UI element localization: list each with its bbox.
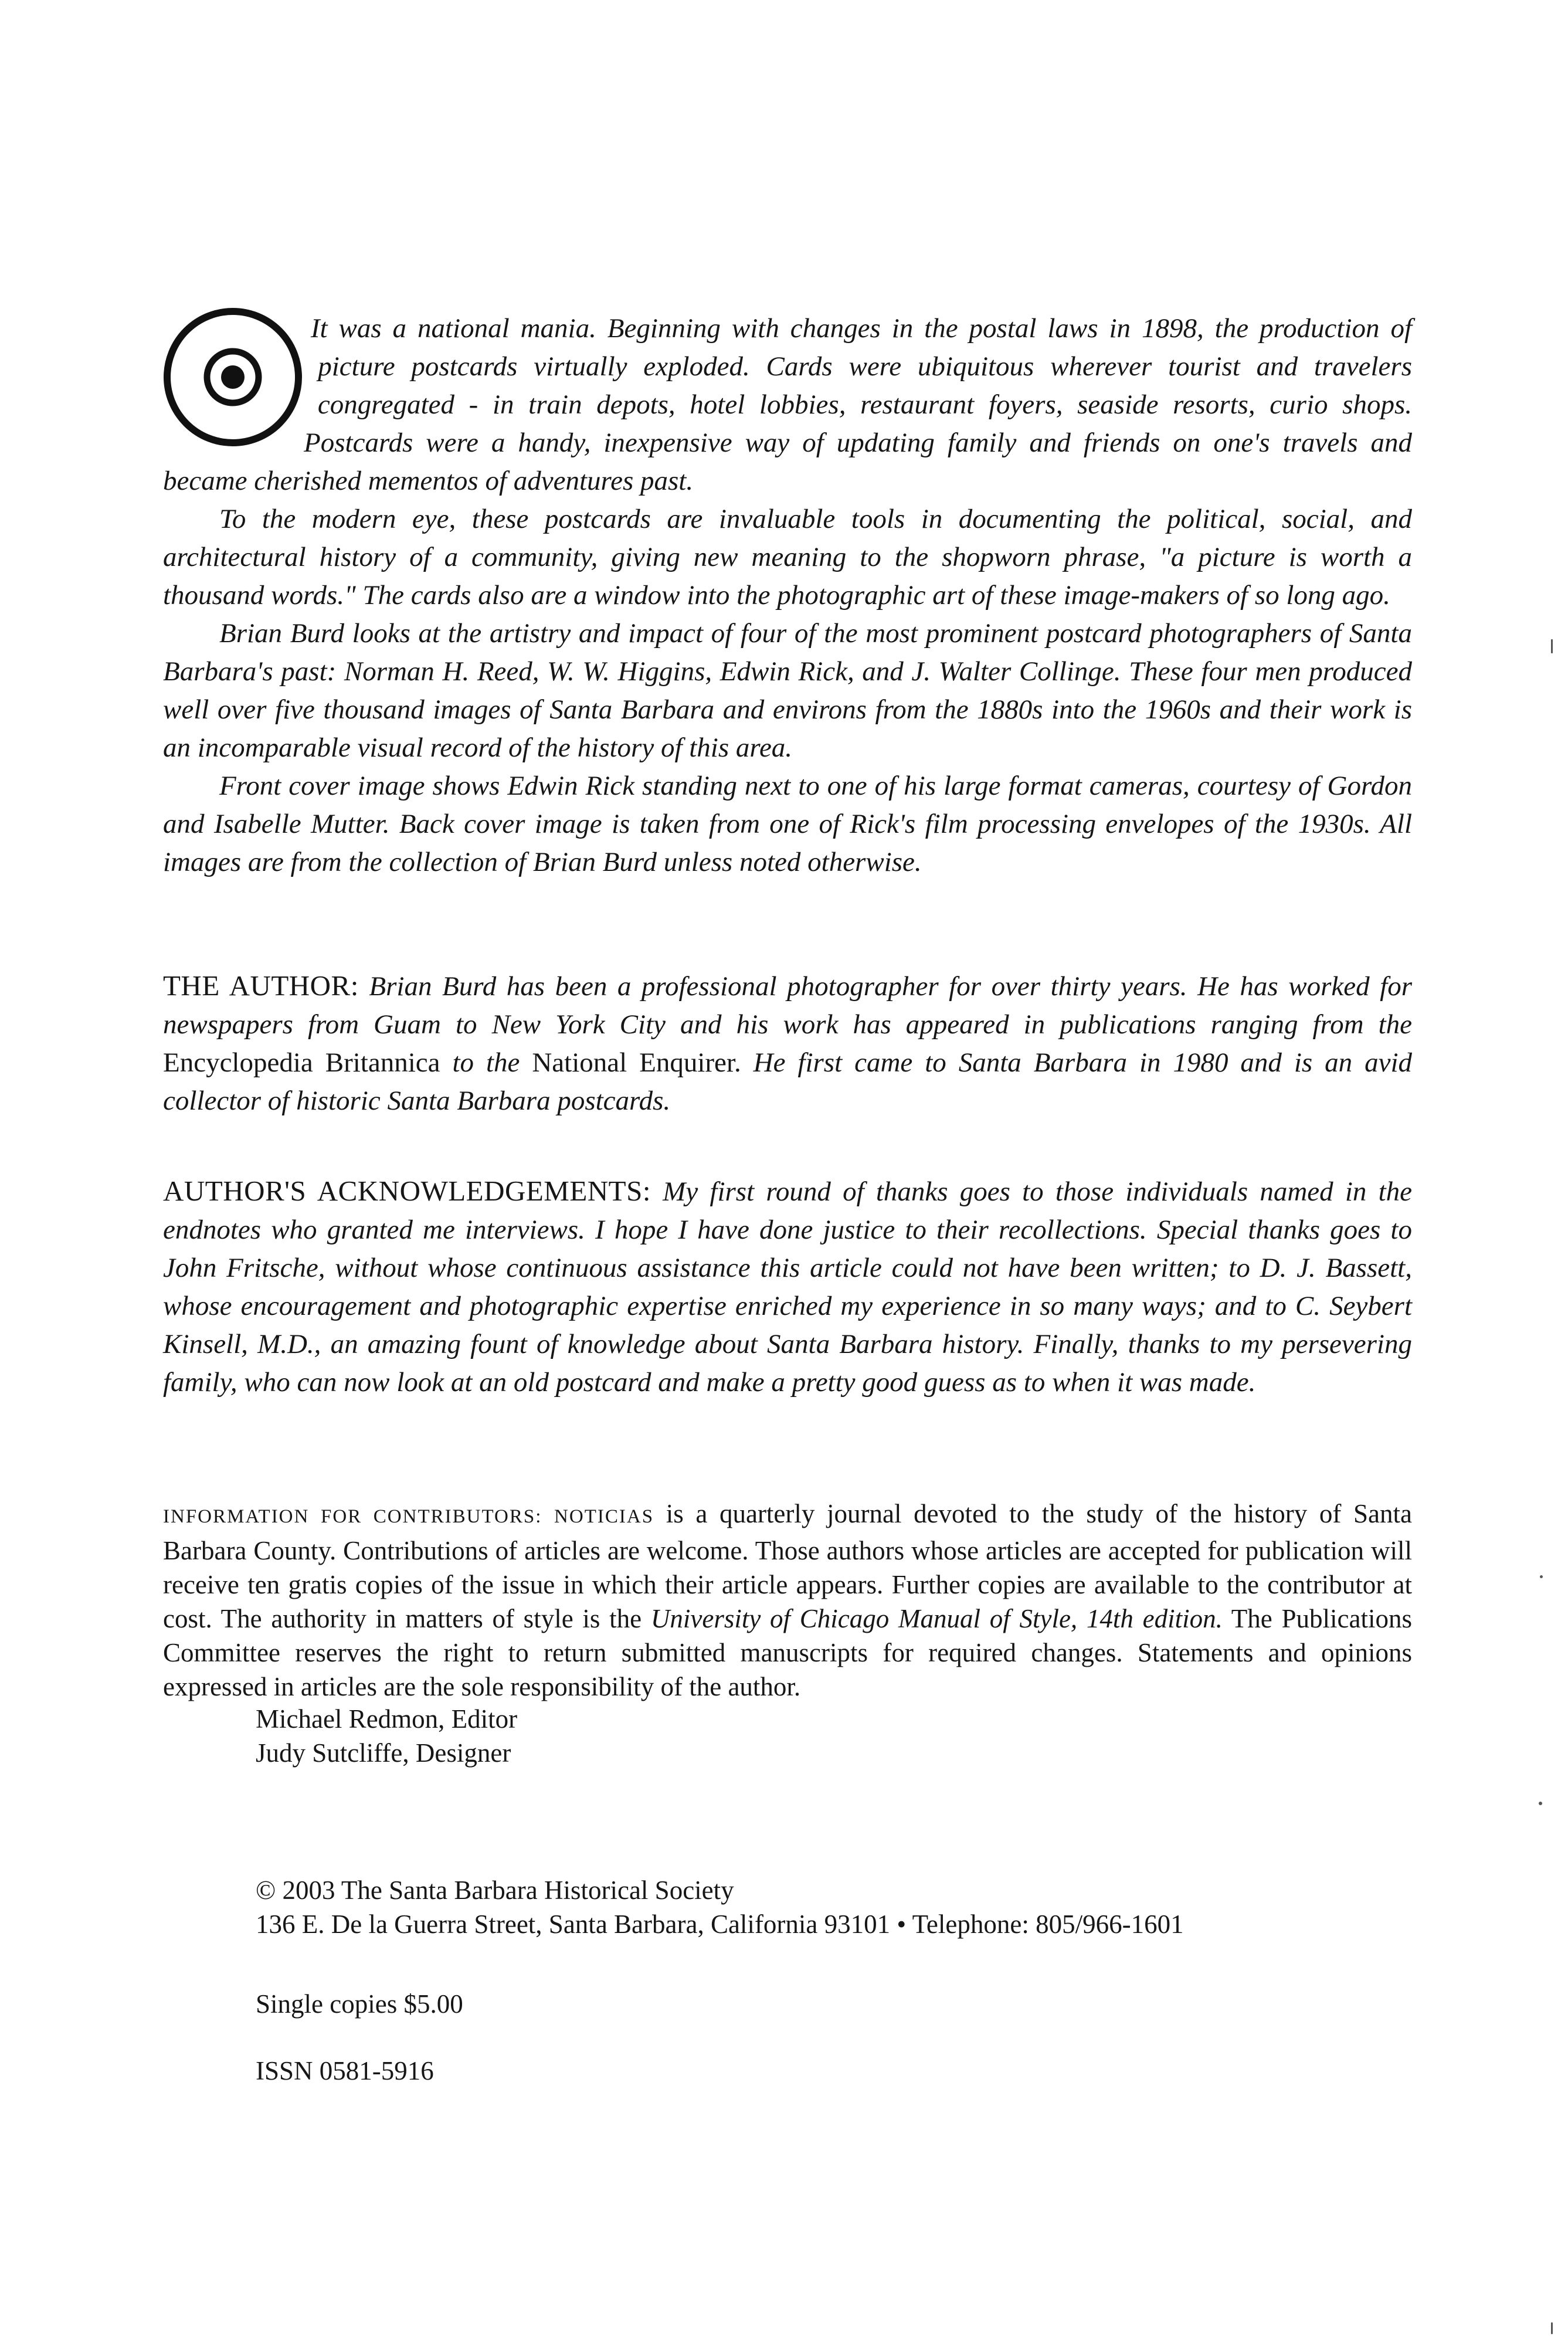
author-bio: THE AUTHOR: Brian Burd has been a professional photographer for over thirty years. He has worked for newspapers from Guam to New York City and his work has appeared in publications ranging from the Encyclopedia Britannica to the National Enquirer. He first came to Santa Barbara in 1980 and is an avid collector of historic Santa Barbara postcards. (163, 969, 1413, 1116)
designer-credit: Judy Sutcliffe, Designer (256, 1738, 511, 1768)
intro-paragraph-1: It was a national mania. Beginning with changes in the postal laws in 1898, the production of picture postcards virtually exploded. Cards were ubiquitous wherever tourist and travelers congregated - in train depots, hotel lobbies, restaurant foyers, seaside resorts, curio shops. Postcards were a handy, inexpensive way of updating family and friends on one's travels and became cherished mementos of adventures past. (163, 310, 1412, 500)
price-line: Single copies $5.00 (256, 1989, 463, 2019)
acknowledgements-label: AUTHOR'S ACKNOWLEDGEMENTS: (163, 1175, 651, 1207)
address-line: 136 E. De la Guerra Street, Santa Barbara, California 93101 • Telephone: 805/966-1601 (256, 1910, 1184, 1939)
intro-paragraph-3: Brian Burd looks at the artistry and impact of four of the most prominent postcard photographers of Santa Barbara's past: Norman H. Reed, W. W. Higgins, Edwin Rick, and J. Walter Collinge. These four men produced well over five thousand images of Santa Barbara and environs from the 1880s into the 1960s and their work is an incomparable visual record of the history of this area. (163, 618, 1412, 763)
editor-credit: Michael Redmon, Editor (256, 1704, 518, 1734)
journal-name: NOTICIAS (554, 1506, 654, 1527)
contributors-text: INFORMATION FOR CONTRIBUTORS: NOTICIAS is a quarterly journal devoted to the study of the history of Santa Barbara County. Contributions of articles are welcome. Those authors whose articles are accepted for publication will receive ten gratis copies of the issue in which their article appears. Further copies are available to the contributor at cost. The authority in matters of style is the University of Chicago Manual of Style, 14th edition. The Publications Committee reserves the right to return submitted manuscripts for required changes. Statements and opinions expressed in articles are the sole responsibility of the author. (163, 1499, 1413, 1701)
circled-dot-icon (159, 304, 306, 450)
contributors-label: INFORMATION FOR CONTRIBUTORS: (163, 1506, 542, 1527)
intro-paragraph-2: To the modern eye, these postcards are invaluable tools in documenting the political, social, and architectural history of a community, giving new meaning to the shopworn phrase, "a picture is worth a thousand words." The cards also are a window into the photographic art of these image-makers of so long ago. (163, 504, 1412, 611)
intro-section (163, 310, 1412, 881)
publication-title: Encyclopedia Britannica (163, 1047, 440, 1078)
author-section (163, 966, 1412, 1120)
author-label: THE AUTHOR: (163, 969, 359, 1002)
intro-paragraph-4: Front cover image shows Edwin Rick standing next to one of his large format cameras, courtesy of Gordon and Isabelle Mutter. Back cover image is taken from one of Rick's film processing envelopes of the 1930s. All images are from the collection of Brian Burd unless noted otherwise. (163, 771, 1412, 877)
publisher-info (256, 1873, 1184, 1941)
acknowledgements-section (163, 1172, 1412, 1402)
contributors-section (163, 1497, 1412, 1704)
scan-speck (1540, 1575, 1543, 1578)
scan-speck (1539, 1802, 1542, 1805)
scan-speck (1551, 2322, 1553, 2334)
style-guide: University of Chicago Manual of Style, 14th edition. (650, 1604, 1223, 1633)
staff-credits (256, 1702, 517, 1770)
scan-speck (1551, 639, 1553, 653)
issn-line: ISSN 0581-5916 (256, 2056, 434, 2085)
copyright-line: © 2003 The Santa Barbara Historical Society (256, 1876, 734, 1905)
publication-title: National Enquirer. (532, 1047, 741, 1078)
acknowledgements-text: AUTHOR'S ACKNOWLEDGEMENTS: My first round of thanks goes to those individuals named in the endnotes who granted me interviews. I hope I have done justice to their recollections. Special thanks goes to John Fritsche, without whose continuous assistance this article could not have been written; to D. J. Bassett, whose encouragement and photographic expertise enriched my experience in so many ways; and to C. Seybert Kinsell, M.D., an amazing fount of knowledge about Santa Barbara history. Finally, thanks to my persevering family, who can now look at an old postcard and make a pretty good guess as to when it was made. (163, 1175, 1413, 1398)
